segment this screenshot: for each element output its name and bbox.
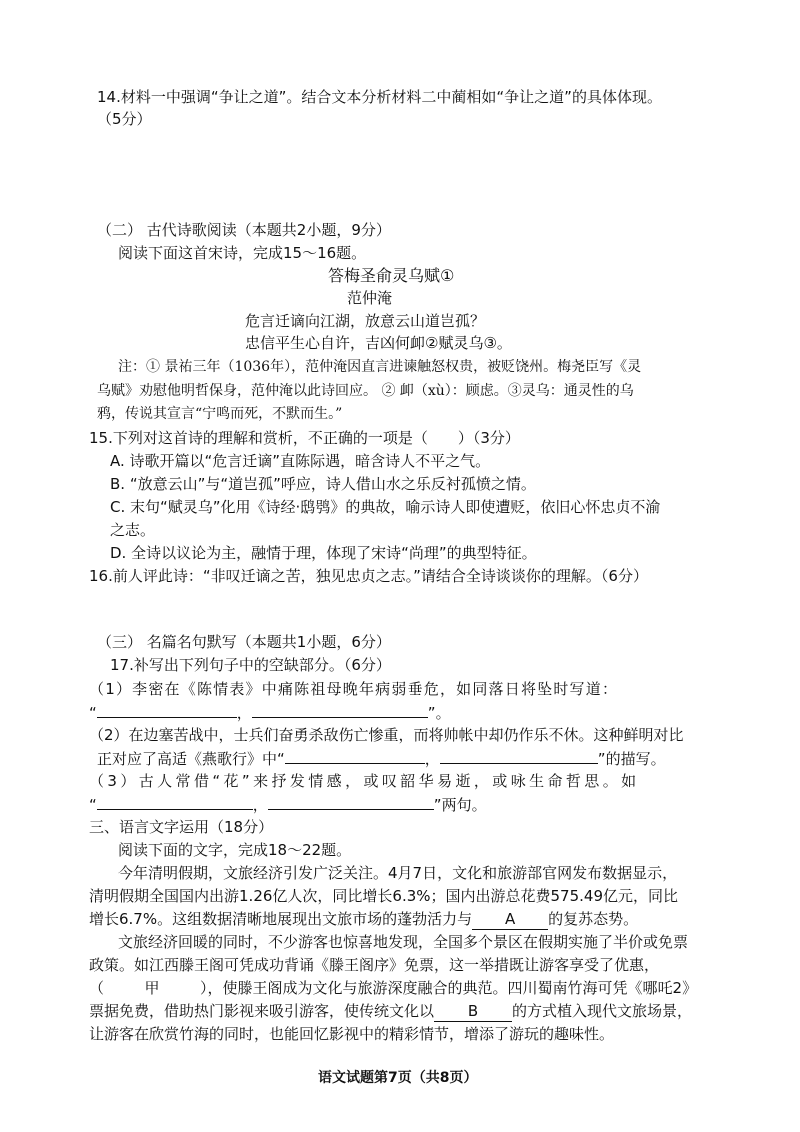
section-language-heading: 三、语言文字运用（18分） (89, 818, 274, 836)
passage-p2-line-5: 让游客在欣赏竹海的同时，也能回忆影视中的精彩情节，增添了游玩的趣味性。 (89, 1025, 615, 1043)
q17-item-3: （3）古人常借“花”来抒发情感，或叹韶华易逝，或咏生命哲思。如 (89, 772, 640, 790)
section-3-heading: （三） 名篇名句默写（本题共1小题，6分） (97, 633, 391, 651)
blank-jia[interactable]: 甲 (144, 979, 160, 997)
q15-stem: 15.下列对这首诗的理解和赏析，不正确的一项是（ ）（3分） (89, 429, 520, 447)
poem-line-2: 忠信平生心自许，吉凶何卹②赋灵乌③。 (245, 334, 512, 352)
section-2-heading: （二） 古代诗歌阅读（本题共2小题，9分） (97, 221, 391, 239)
answer-blank[interactable] (97, 795, 253, 810)
passage-p2-line-1: 文旅经济回暖的同时，不少游客也惊喜地发现，全国多个景区在假期实施了半价或免票 (118, 933, 689, 951)
poem-note-3: 鸦，传说其宣言“宁鸣而死，不默而生。” (97, 406, 343, 422)
answer-blank[interactable] (97, 703, 237, 718)
q14-stem: 14.材料一中强调“争让之道”。结合文本分析材料二中蔺相如“争让之道”的具体体现。 (97, 88, 662, 106)
page-footer: 语文试题第7页（共8页） (318, 1070, 478, 1086)
q17-stem: 17.补写出下列句子中的空缺部分。（6分） (110, 656, 391, 674)
q17-item-3-answer: “ ， ”两句。 (89, 796, 487, 814)
q17-item-2-answer: 正对应了高适《燕歌行》中“ ， ”的描写。 (97, 750, 666, 768)
passage-p1-line-2: 清明假期全国国内出游1.26亿人次，同比增长6.3%；国内出游总花费575.49亿元，同比 (89, 887, 678, 905)
passage-p2-line-2: 政策。如江西滕王阁可凭成功背诵《滕王阁序》免票，这一举措既让游客享受了优惠， (89, 956, 660, 974)
q17-item-1-answer: “ ， ”。 (89, 704, 451, 722)
answer-blank[interactable] (268, 795, 434, 810)
q15-option-c: C. 末句“赋灵乌”化用《诗经·鸱鸮》的典故，喻示诗人即使遭贬，依旧心怀忠贞不渝 (110, 498, 661, 516)
q15-option-a: A. 诗歌开篇以“危言迁谪”直陈际遇，暗含诗人不平之气。 (110, 452, 491, 470)
passage-p2-line-4: 票据免费，借助热门影视来吸引游客，使传统文化以 B 的方式植入现代文旅场景， (89, 1002, 693, 1020)
q14-score: （5分） (97, 110, 152, 128)
poem-note-1: 注：① 景祐三年（1036年），范仲淹因直言进谏触怒权贵，被贬饶州。梅尧臣写《灵 (118, 359, 642, 375)
q17-item-2: （2）在边塞苦战中，士兵们奋勇杀敌伤亡惨重，而将帅帐中却仍作乐不休。这种鲜明对比 (89, 726, 684, 744)
blank-b[interactable]: B (434, 1002, 512, 1022)
q15-option-d: D. 全诗以议论为主，融情于理，体现了宋诗“尚理”的典型特征。 (110, 544, 537, 562)
poem-line-1: 危言迁谪向江湖，放意云山道岂孤？ (245, 312, 486, 330)
poem-note-2: 乌赋》劝慰他明哲保身，范仲淹以此诗回应。 ② 卹（xù）：顾虑。③灵乌：通灵性的乌 (97, 383, 634, 399)
q17-item-1: （1）李密在《陈情表》中痛陈祖母晚年病弱垂危，如同落日将坠时写道： (89, 680, 619, 698)
poem-author: 范仲淹 (347, 289, 393, 307)
q15-option-c-cont: 之志。 (110, 521, 156, 539)
section-2-intro: 阅读下面这首宋诗，完成15～16题。 (118, 244, 367, 262)
passage-p1-line-1: 今年清明假期，文旅经济引发广泛关注。4月7日，文化和旅游部官网发布数据显示， (118, 864, 678, 882)
answer-blank[interactable] (440, 749, 598, 764)
language-intro: 阅读下面的文字，完成18～22题。 (118, 841, 352, 859)
q16-stem: 16.前人评此诗：“非叹迁谪之苦，独见忠贞之志。”请结合全诗谈谈你的理解。（6分） (89, 567, 648, 585)
q15-option-b: B. “放意云山”与“道岂孤”呼应，诗人借山水之乐反衬孤愤之情。 (110, 475, 536, 493)
answer-blank[interactable] (285, 749, 425, 764)
poem-title: 答梅圣俞灵乌赋① (328, 266, 455, 285)
answer-blank[interactable] (252, 703, 428, 718)
passage-p1-line-3: 增长6.7%。这组数据清晰地展现出文旅市场的蓬勃活力与 A 的复苏态势。 (89, 910, 639, 928)
passage-p2-line-3: （ 甲 ），使滕王阁成为文化与旅游深度融合的典范。四川蜀南竹海可凭《哪吒2》 (89, 979, 698, 997)
blank-a[interactable]: A (472, 910, 548, 930)
